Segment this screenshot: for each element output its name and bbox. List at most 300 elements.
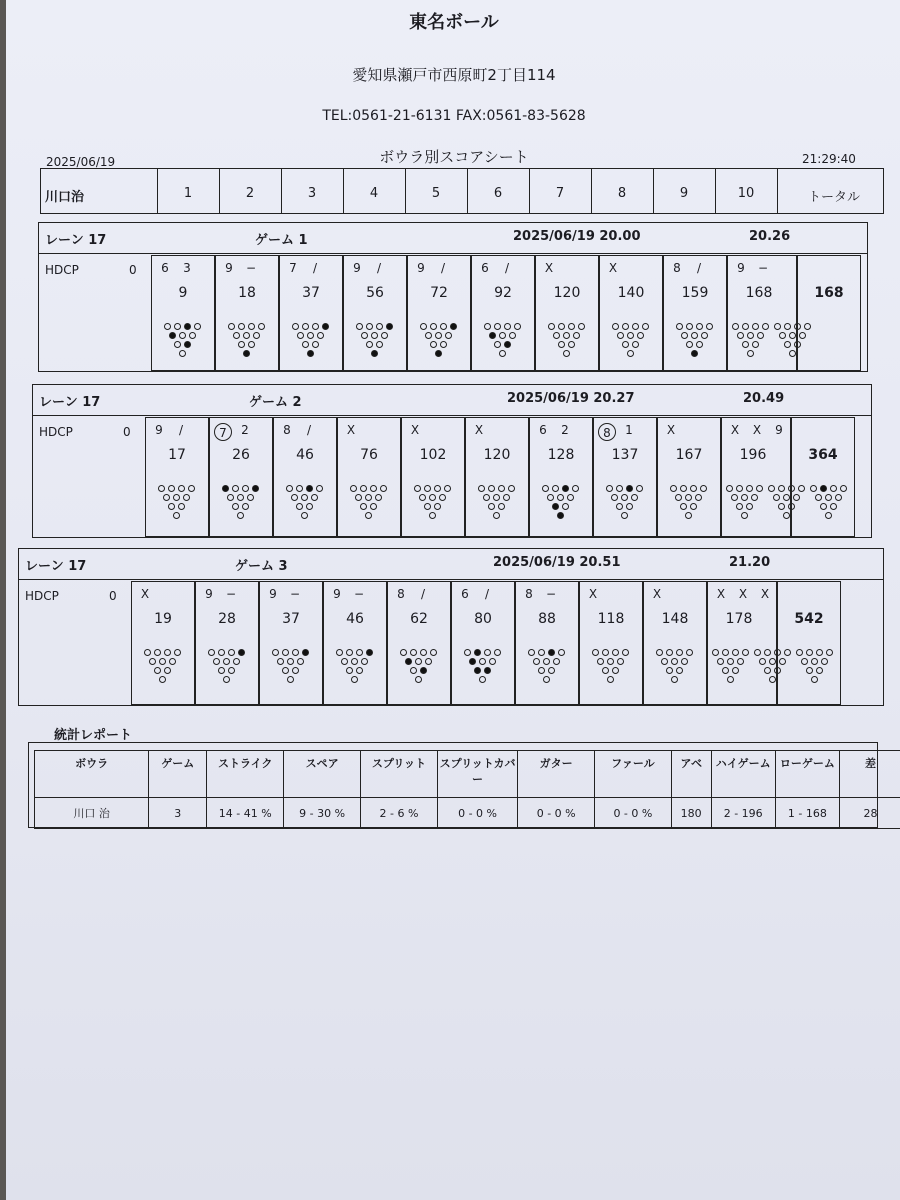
pin	[509, 332, 516, 339]
frame-score: 80	[474, 611, 492, 627]
pin	[253, 332, 260, 339]
roll-mark: −	[353, 587, 365, 601]
frame-score: 128	[547, 447, 575, 463]
pin	[742, 649, 749, 656]
frame-divider	[157, 169, 158, 213]
pin	[616, 485, 623, 492]
pin	[606, 485, 613, 492]
pin	[169, 332, 176, 339]
pin-diagram	[751, 635, 795, 687]
frame-score: 88	[538, 611, 556, 627]
pin	[184, 323, 191, 330]
pin	[223, 658, 230, 665]
game-block	[32, 384, 872, 538]
pin	[414, 485, 421, 492]
pin	[222, 485, 229, 492]
pin	[691, 350, 698, 357]
game-total: 364	[808, 447, 838, 463]
pin	[552, 485, 559, 492]
game-block	[38, 222, 868, 372]
roll-mark: X	[652, 587, 662, 601]
pin	[360, 503, 367, 510]
pin	[722, 649, 729, 656]
pin	[736, 485, 743, 492]
pin	[732, 323, 739, 330]
pin-diagram	[481, 309, 525, 361]
pin	[671, 676, 678, 683]
frame-score: 92	[494, 285, 512, 301]
pin	[445, 332, 452, 339]
game-label: ゲーム 1	[255, 233, 308, 248]
pin	[563, 332, 570, 339]
pin	[741, 512, 748, 519]
pin	[612, 323, 619, 330]
center-address: 愛知県瀬戸市西原町2丁目114	[352, 66, 556, 84]
roll-mark: /	[312, 261, 318, 275]
pin	[248, 323, 255, 330]
pin	[365, 512, 372, 519]
pin	[375, 494, 382, 501]
pin	[301, 494, 308, 501]
pin	[228, 649, 235, 656]
pin-diagram	[353, 309, 397, 361]
pin	[567, 494, 574, 501]
pin	[686, 649, 693, 656]
roll-mark: /	[376, 261, 382, 275]
roll-mark: /	[504, 261, 510, 275]
lane-label: レーン 17	[25, 559, 87, 574]
roll-mark: X	[140, 587, 150, 601]
pin	[435, 332, 442, 339]
game-start: 2025/06/19 20.27	[507, 391, 635, 406]
pin	[778, 503, 785, 510]
pin	[572, 485, 579, 492]
pin	[361, 658, 368, 665]
pin-diagram	[283, 471, 327, 523]
pin	[611, 494, 618, 501]
pin	[168, 485, 175, 492]
pin	[189, 332, 196, 339]
pin	[737, 332, 744, 339]
stats-header: ファール	[595, 751, 672, 798]
frame-number: 7	[555, 186, 565, 201]
stats-value: 0 - 0 %	[595, 798, 672, 829]
pin	[759, 658, 766, 665]
hdcp-label: HDCP	[25, 589, 59, 603]
pin	[237, 494, 244, 501]
pin	[346, 667, 353, 674]
pin	[410, 667, 417, 674]
pin	[542, 485, 549, 492]
pin	[400, 649, 407, 656]
frame-divider	[405, 169, 406, 213]
roll-mark: −	[757, 261, 769, 275]
pin	[194, 323, 201, 330]
pin	[548, 323, 555, 330]
pin-diagram	[609, 309, 653, 361]
pin	[840, 485, 847, 492]
roll-mark: 9	[737, 261, 745, 275]
pin	[311, 494, 318, 501]
pin	[184, 341, 191, 348]
stats-table	[34, 750, 900, 829]
roll-mark: X	[738, 587, 748, 601]
pin	[435, 350, 442, 357]
pin	[430, 649, 437, 656]
pin-diagram	[219, 471, 263, 523]
hdcp-value: 0	[123, 425, 131, 439]
pin	[247, 494, 254, 501]
pin	[237, 512, 244, 519]
pin-diagram	[589, 635, 633, 687]
game-block	[18, 548, 884, 706]
pin	[483, 494, 490, 501]
roll-mark: X	[608, 261, 618, 275]
frame-divider	[715, 169, 716, 213]
pin	[769, 658, 776, 665]
pin	[696, 323, 703, 330]
pin	[296, 503, 303, 510]
center-name: 東名ボール	[409, 12, 499, 33]
pin	[493, 512, 500, 519]
pin	[533, 658, 540, 665]
pin	[690, 503, 697, 510]
pin	[821, 658, 828, 665]
pin	[292, 649, 299, 656]
pin	[420, 323, 427, 330]
stats-title: 統計レポート	[54, 728, 133, 743]
pin	[296, 485, 303, 492]
pin	[764, 649, 771, 656]
pin	[830, 485, 837, 492]
pin	[366, 649, 373, 656]
roll-mark: −	[545, 587, 557, 601]
frame-score: 159	[681, 285, 709, 301]
pin	[380, 485, 387, 492]
stats-value: 14 - 41 %	[207, 798, 284, 829]
roll-mark: 3	[183, 261, 191, 275]
frame-score: 76	[360, 447, 378, 463]
stats-header: スペア	[284, 751, 361, 798]
pin	[747, 332, 754, 339]
pin	[804, 323, 811, 330]
pin	[754, 649, 761, 656]
pin	[297, 658, 304, 665]
pin	[444, 485, 451, 492]
pin	[376, 323, 383, 330]
pin-diagram	[205, 635, 249, 687]
pin	[726, 485, 733, 492]
pin	[820, 503, 827, 510]
pin	[179, 350, 186, 357]
pin	[627, 350, 634, 357]
frame-score: 37	[302, 285, 320, 301]
pin	[351, 658, 358, 665]
pin	[578, 323, 585, 330]
pin	[789, 350, 796, 357]
pin	[429, 512, 436, 519]
pin	[742, 323, 749, 330]
pin-diagram	[709, 635, 753, 687]
stats-value: 0 - 0 %	[437, 798, 517, 829]
pin	[484, 649, 491, 656]
pin	[499, 332, 506, 339]
pin	[479, 676, 486, 683]
pin	[816, 649, 823, 656]
pin	[612, 667, 619, 674]
roll-mark: /	[696, 261, 702, 275]
pin	[469, 658, 476, 665]
roll-mark: X	[410, 423, 420, 437]
stats-header: ゲーム	[149, 751, 207, 798]
pin	[307, 350, 314, 357]
pin	[292, 667, 299, 674]
roll-mark: 6	[461, 587, 469, 601]
pin	[722, 667, 729, 674]
roll-mark: 9	[205, 587, 213, 601]
pin	[248, 341, 255, 348]
frame-score: 46	[296, 447, 314, 463]
pin	[538, 649, 545, 656]
pin	[811, 658, 818, 665]
pin	[835, 494, 842, 501]
stats-value: 28	[840, 798, 900, 829]
pin-diagram	[765, 471, 809, 523]
pin	[794, 323, 801, 330]
pin	[312, 323, 319, 330]
pin	[488, 503, 495, 510]
roll-mark: 8	[397, 587, 405, 601]
pin	[816, 667, 823, 674]
pin	[661, 658, 668, 665]
split-mark: 7	[214, 423, 232, 441]
frame-score: 140	[617, 285, 645, 301]
roll-mark: 8	[283, 423, 291, 437]
roll-mark: X	[346, 423, 356, 437]
pin	[552, 503, 559, 510]
total-label: トータル	[807, 190, 860, 205]
pin	[597, 658, 604, 665]
hdcp-value: 0	[129, 263, 137, 277]
roll-mark: 7	[289, 261, 297, 275]
pin	[351, 676, 358, 683]
pin	[626, 485, 633, 492]
pin	[287, 676, 294, 683]
pin	[499, 350, 506, 357]
pin	[568, 323, 575, 330]
pin	[686, 341, 693, 348]
pin	[528, 649, 535, 656]
stats-header: ボウラ	[35, 751, 149, 798]
pin	[420, 667, 427, 674]
pin	[632, 341, 639, 348]
stats-value: 2 - 196	[711, 798, 775, 829]
pin	[163, 494, 170, 501]
pin	[676, 667, 683, 674]
pin	[794, 341, 801, 348]
bowler-name: 川口治	[45, 190, 85, 205]
pin	[233, 658, 240, 665]
roll-mark: 6	[539, 423, 547, 437]
frame-score: 120	[483, 447, 511, 463]
game-header	[39, 223, 867, 254]
pin	[174, 341, 181, 348]
pin	[356, 323, 363, 330]
pin	[489, 658, 496, 665]
pin	[174, 649, 181, 656]
roll-mark: /	[178, 423, 184, 437]
roll-mark: /	[484, 587, 490, 601]
pin	[158, 485, 165, 492]
pin	[504, 323, 511, 330]
pin	[488, 485, 495, 492]
pin	[691, 332, 698, 339]
pin	[727, 676, 734, 683]
roll-mark: 9	[775, 423, 783, 437]
pin	[784, 649, 791, 656]
pin	[282, 667, 289, 674]
pin	[737, 658, 744, 665]
pin	[346, 649, 353, 656]
pin	[243, 332, 250, 339]
pin	[322, 323, 329, 330]
pin	[676, 649, 683, 656]
pin	[774, 323, 781, 330]
hdcp-label: HDCP	[39, 425, 73, 439]
pin	[676, 323, 683, 330]
pin	[557, 512, 564, 519]
pin	[504, 341, 511, 348]
pin	[474, 649, 481, 656]
pin	[686, 323, 693, 330]
pin	[306, 485, 313, 492]
pin-diagram	[269, 635, 313, 687]
pin	[386, 323, 393, 330]
stats-value: 川口 治	[35, 798, 149, 829]
pin	[232, 485, 239, 492]
pin-diagram	[793, 635, 837, 687]
pin	[784, 341, 791, 348]
pin	[543, 676, 550, 683]
pin	[806, 649, 813, 656]
pin	[548, 649, 555, 656]
frame-score: 102	[419, 447, 447, 463]
pin	[440, 323, 447, 330]
roll-mark: 2	[241, 423, 249, 437]
hdcp-label: HDCP	[45, 263, 79, 277]
frame-number: 8	[617, 186, 627, 201]
pin	[543, 658, 550, 665]
pin	[602, 667, 609, 674]
roll-mark: −	[225, 587, 237, 601]
pin	[164, 667, 171, 674]
pin	[825, 512, 832, 519]
frame-divider	[281, 169, 282, 213]
pin	[494, 323, 501, 330]
pin	[806, 667, 813, 674]
roll-mark: 9	[225, 261, 233, 275]
pin	[144, 649, 151, 656]
pin	[769, 676, 776, 683]
pin	[695, 494, 702, 501]
pin	[784, 323, 791, 330]
pin	[685, 512, 692, 519]
pin	[592, 649, 599, 656]
roll-mark: 2	[561, 423, 569, 437]
roll-mark: 9	[353, 261, 361, 275]
pin	[179, 332, 186, 339]
pin	[154, 649, 161, 656]
lane-label: レーン 17	[39, 395, 101, 410]
pin	[440, 341, 447, 348]
pin-diagram	[673, 309, 717, 361]
game-end: 20.49	[743, 391, 785, 406]
pin	[341, 658, 348, 665]
stats-header: スプリット	[361, 751, 438, 798]
frame-score: 19	[154, 611, 172, 627]
pin	[826, 649, 833, 656]
pin	[617, 332, 624, 339]
game-total: 542	[794, 611, 824, 627]
frame-score: 37	[282, 611, 300, 627]
pin	[228, 323, 235, 330]
pin	[183, 494, 190, 501]
pin	[243, 350, 250, 357]
roll-mark	[597, 423, 617, 441]
pin	[642, 323, 649, 330]
hdcp-value: 0	[109, 589, 117, 603]
pin	[741, 494, 748, 501]
frame-number: 1	[183, 186, 193, 201]
pin	[302, 323, 309, 330]
pin	[356, 667, 363, 674]
pin	[430, 323, 437, 330]
pin-diagram	[729, 309, 773, 361]
pin-diagram	[807, 471, 851, 523]
pin	[732, 667, 739, 674]
pin	[622, 323, 629, 330]
pin	[376, 341, 383, 348]
frame-score: 167	[675, 447, 703, 463]
pin	[498, 503, 505, 510]
pin	[415, 658, 422, 665]
pin	[815, 494, 822, 501]
pin	[365, 494, 372, 501]
pin	[429, 494, 436, 501]
stats-header: スプリットカバー	[437, 751, 517, 798]
game-header	[33, 385, 871, 416]
pin	[696, 341, 703, 348]
pin	[622, 341, 629, 348]
pin	[558, 649, 565, 656]
frame-score: 9	[178, 285, 188, 301]
pin	[159, 658, 166, 665]
frame-score: 46	[346, 611, 364, 627]
pin	[371, 350, 378, 357]
pin	[159, 676, 166, 683]
pin	[434, 485, 441, 492]
pin	[788, 485, 795, 492]
stats-value: 2 - 6 %	[361, 798, 438, 829]
pin	[164, 649, 171, 656]
pin	[747, 350, 754, 357]
pin	[632, 323, 639, 330]
pin	[701, 332, 708, 339]
pin	[732, 649, 739, 656]
pin	[238, 341, 245, 348]
roll-mark: /	[306, 423, 312, 437]
roll-mark: 9	[333, 587, 341, 601]
